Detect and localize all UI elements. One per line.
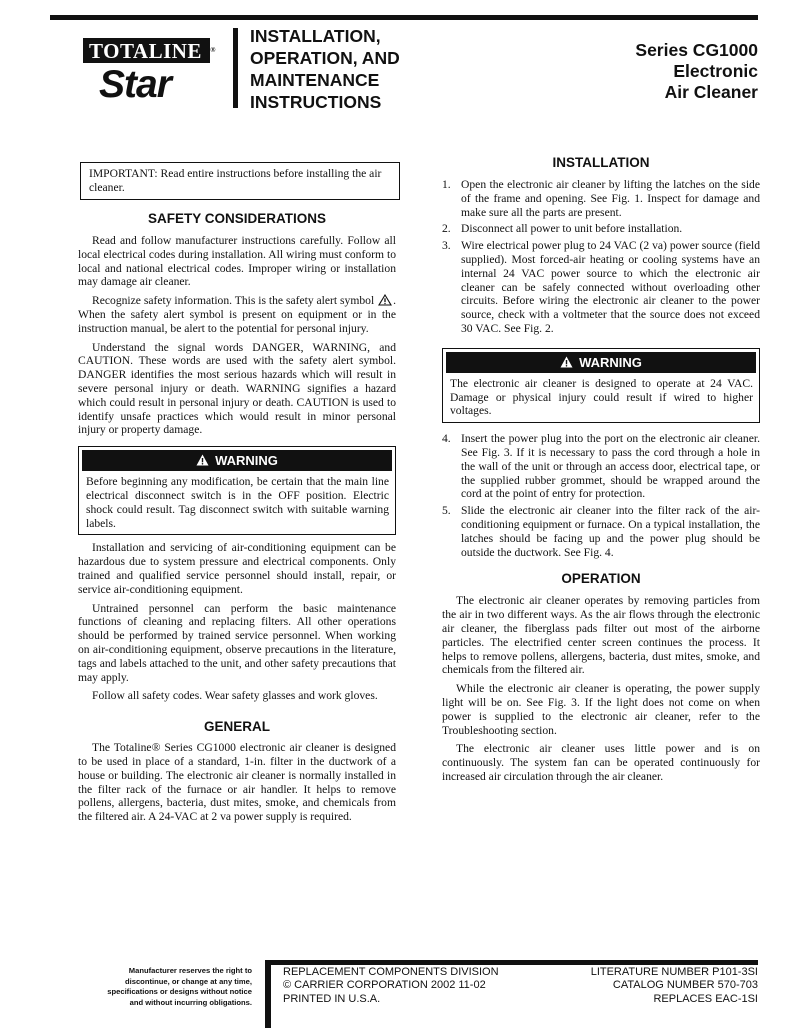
installation-heading: INSTALLATION bbox=[552, 155, 650, 170]
warning-box bbox=[78, 446, 396, 535]
footer-publisher: REPLACEMENT COMPONENTS DIVISION © CARRIER CORPORATION 2002 11-02 PRINTED IN U.S.A. bbox=[283, 966, 499, 1005]
general-paragraph: The Totaline® Series CG1000 electronic air cleaner is designed to be used in place of a standard, 1-in. filter in the ductwork of a house or building. The electronic air cleaner is normally installed in the filter rack of the furnace or air handler. It helps to remove pollens, allergens, bacteria, dust mites, smoke, and chemicals from the filtered air. A 24-VAC at 2 va power supply is required. bbox=[78, 741, 396, 824]
safety-paragraph: Untrained personnel can perform the basic maintenance functions of cleaning and replacing filters. All other operations should be performed by trained service personnel. When working on air-conditioning equipment, observe precautions in the literature, tags and labels attached to the unit, and other safety precautions that may apply. bbox=[78, 601, 396, 684]
right-column bbox=[442, 155, 760, 789]
safety-paragraph: Installation and servicing of air-conditioning equipment can be hazardous due to system pressure and electrical components. Only trained and qualified service personnel should install, repair, or service air-conditioning equipment. bbox=[78, 541, 396, 596]
list-item: 5. Slide the electronic air cleaner into the filter rack of the air-conditioning equipment or furnace. On a typical installation, the latches should be facing up and the power plug should be outside the ductwork. See Fig. 4. bbox=[442, 504, 760, 559]
installation-steps bbox=[442, 178, 760, 336]
operation-paragraph: The electronic air cleaner operates by removing particles from the air in two different ways. As the air flows through the electronic air cleaner, the fiberglass pads filter out most of the airborne particles. The electrified center screen continues the process. It helps to remove pollens, allergens, bacteria, dust mites, smoke, and chemicals from the filtered air. bbox=[442, 594, 760, 677]
installation-steps-continued bbox=[442, 432, 760, 559]
safety-paragraph: Follow all safety codes. Wear safety glasses and work gloves. bbox=[92, 689, 378, 703]
top-rule bbox=[50, 15, 758, 20]
operation-paragraph: While the electronic air cleaner is operating, the power supply light will be on. See Fig. 3. If the light does not come on when power is supplied to the electronic air cleaner, refer to the Troubleshooting section. bbox=[442, 682, 760, 737]
footer-rule bbox=[270, 960, 758, 965]
footer-literature-numbers: LITERATURE NUMBER P101-3SI CATALOG NUMBER 570-703 REPLACES EAC-1SI bbox=[590, 966, 758, 1005]
list-item: 2. Disconnect all power to unit before installation. bbox=[442, 222, 683, 236]
operation-heading: OPERATION bbox=[561, 571, 641, 587]
warning-header: WARNING bbox=[446, 352, 756, 373]
safety-heading: SAFETY CONSIDERATIONS bbox=[147, 211, 327, 226]
warning-text: Before beginning any modification, be certain that the main line electrical disconnect switch is in the OFF position. Electric shock could result. Tag disconnect switch with suitable warning labels. bbox=[86, 475, 389, 530]
logo-star: Star bbox=[99, 63, 171, 106]
warning-icon bbox=[560, 356, 573, 368]
safety-paragraph: Recognize safety information. This is the safety alert symbol . When the safety alert symbol is present on equipment or in the instruction manual, be alert to the potential for personal injury. bbox=[78, 294, 396, 335]
list-item: 4. Insert the power plug into the port on the electronic air cleaner. See Fig. 3. If it is necessary to pass the cord through a hole in the wall of the unit or through an access door, electrical tape, or the supplied rubber grommet, should be wrapped around the cord at the point of entry for protection. bbox=[442, 432, 760, 501]
series-title: Series CG1000 Electronic Air Cleaner bbox=[635, 40, 758, 102]
left-column bbox=[78, 211, 396, 829]
warning-box bbox=[442, 348, 760, 423]
header-divider bbox=[233, 28, 238, 108]
warning-icon bbox=[196, 454, 209, 466]
footer-disclaimer: Manufacturer reserves the right to discontinue, or change at any time, specifications or designs without notice and without incurring obligations. bbox=[107, 966, 252, 1007]
safety-alert-icon bbox=[378, 294, 392, 306]
document-title: INSTALLATION, OPERATION, AND MAINTENANCE INSTRUCTIONS bbox=[250, 26, 400, 112]
logo-top-text: TOTALINE bbox=[89, 39, 202, 63]
list-item: 1. Open the electronic air cleaner by lifting the latches on the side of the frame and opening. See Fig. 1. Inspect for damage and make sure all the parts are present. bbox=[442, 178, 760, 219]
operation-paragraph: The electronic air cleaner uses little power and is on continuously. The system fan can be operated continuously for increased air circulation through the air cleaner. bbox=[442, 742, 760, 783]
general-heading: GENERAL bbox=[203, 719, 270, 735]
logo-registered-mark: ® bbox=[210, 46, 216, 54]
footer-divider bbox=[265, 960, 271, 1028]
safety-paragraph: Understand the signal words DANGER, WARNING, and CAUTION. These words are used with the safety alert symbol. DANGER identifies the most serious hazards which will result in severe personal injury or death. WARNING signifies a hazard which could result in personal injury or death. CAUTION is used to identify unsafe practices which would result in minor personal injury or property damage. bbox=[78, 340, 396, 437]
important-notice: IMPORTANT: Read entire instructions before installing the air cleaner. bbox=[80, 162, 400, 200]
logo-totaline bbox=[83, 38, 216, 63]
list-item: 3. Wire electrical power plug to 24 VAC (2 va) power source (field supplied). Most forced-air heating or cooling systems have an internal 24 VAC power source to which the electronic air cleaner can be safely connected without overloading other circuits. Before wiring the electronic air cleaner to the power source, check with a voltmeter that the source does not exceed 30 VAC. See Fig. 2. bbox=[442, 239, 760, 335]
warning-text: The electronic air cleaner is designed to operate at 24 VAC. Damage or physical injury could result if wired to higher voltages. bbox=[450, 376, 753, 418]
brand-logo bbox=[83, 38, 216, 106]
warning-header: WARNING bbox=[82, 450, 392, 471]
safety-paragraph: Read and follow manufacturer instructions carefully. Follow all local electrical codes during installation. All wiring must conform to local and national electrical codes. Improper wiring or installation may damage air cleaner. bbox=[78, 234, 396, 289]
